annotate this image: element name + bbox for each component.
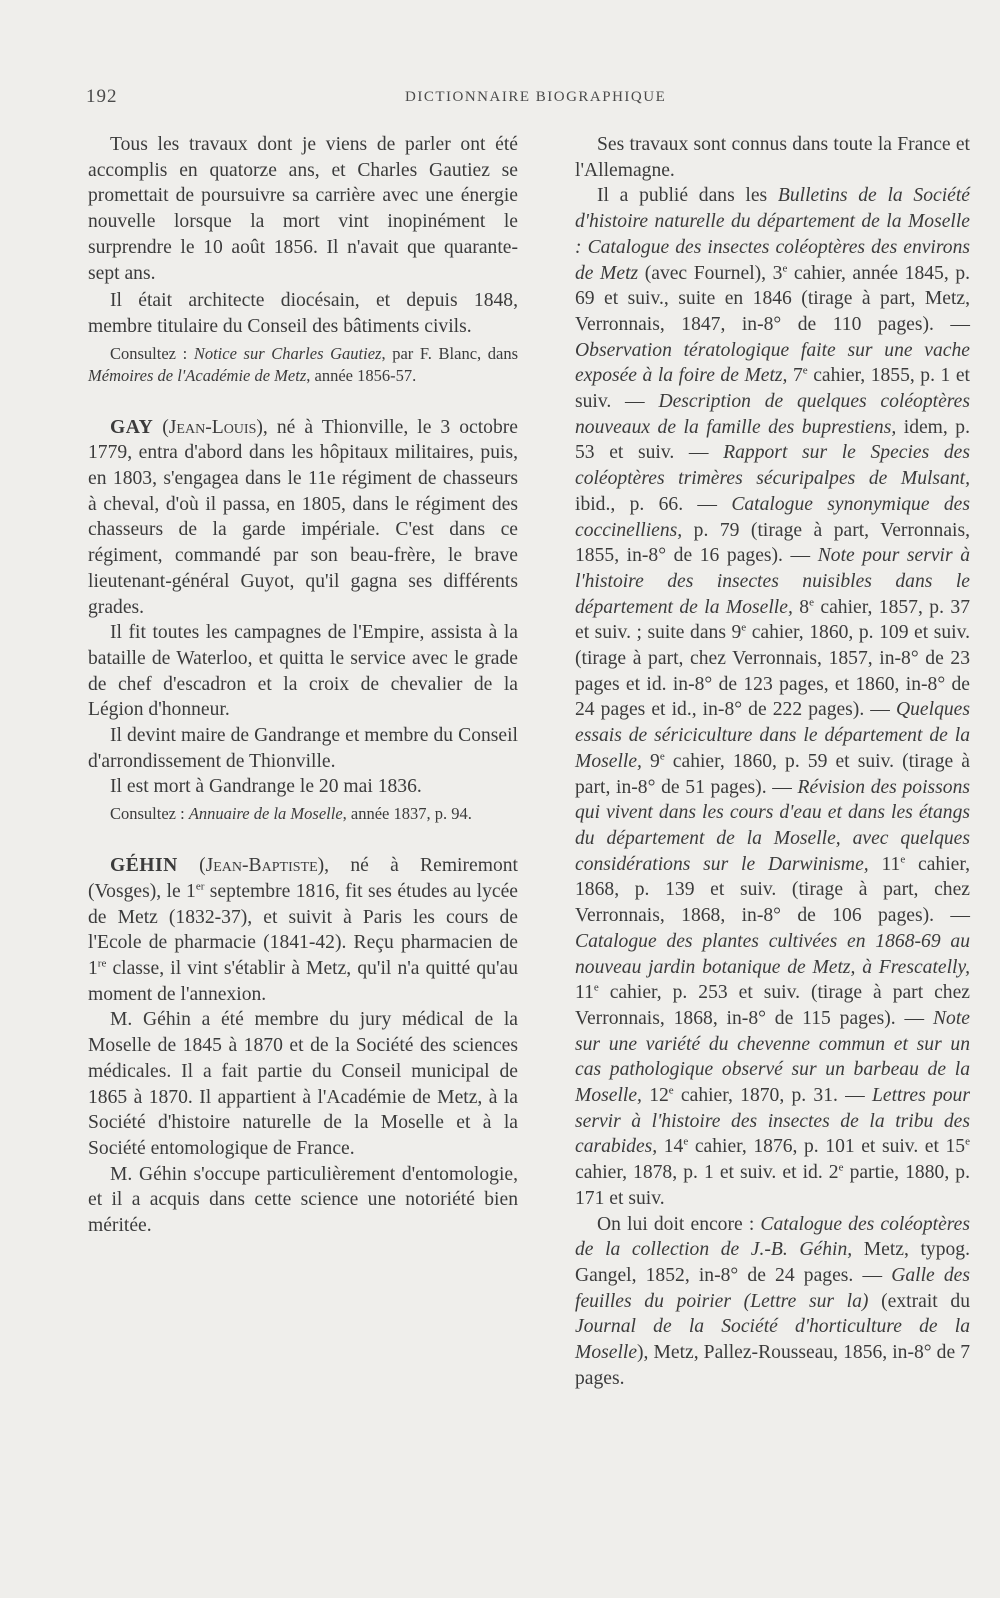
entry-text: , né à Thionville, le 3 octobre 1779, entra d'abord dans les hôpitaux militaires, puis, en 1803, s'engagea dans le 11e régiment de chasseurs à cheval, d'où il passa, en 1805, dans le régiment des chasseurs de la garde impériale. C'est dans ce régiment, commandé par son beau-frère, le brave lieutenant-général Guyot, qu'il gagna ses différents grades.	[88, 416, 518, 618]
page-number: 192	[86, 86, 118, 107]
paragraph: M. Géhin s'occupe particulièrement d'entomologie, et il a acquis dans cette science une notoriété bien méritée.	[88, 1163, 518, 1237]
paragraph: Il est mort à Gandrange le 20 mai 1836.	[110, 776, 422, 798]
paragraph: Il devint maire de Gandrange et membre du Conseil d'arrondissement de Thionville.	[88, 725, 518, 772]
citation-source: Annuaire de la Moselle	[188, 804, 343, 824]
citation-source: Mémoires de l'Académie de Metz	[88, 365, 307, 385]
citation	[88, 343, 518, 387]
headword: GÉHIN	[110, 855, 178, 877]
citation-lead: Consultez :	[110, 343, 194, 363]
page-header	[0, 86, 1000, 116]
paragraph: M. Géhin a été membre du jury médical de la Moselle de 1845 à 1870 et de la Société des sciences médicales. Il a fait partie du Conseil municipal de 1865 à 1870. Il appartient à l'Académie de Metz, à la Société d'histoire naturelle de la Moselle et à la Société entomologique de France.	[88, 1009, 518, 1159]
citation-title: Notice sur Charles Gautiez	[193, 343, 382, 363]
publications-list: Il a publié dans les Bulletins de la Société d'histoire naturelle du département de la Moselle : Catalogue des insectes coléoptères des environs de Metz (avec Fournel), 3e cahier, année 1845, p. 69 et suiv., suite en 1846 (tirage à part, Metz, Verronnais, 1847, in-8° de 110 pages). — Observation tératologique faite sur une vache exposée à la foire de Metz, 7e cahier, 1855, p. 1 et suiv. — Description de quelques coléoptères nouveaux de la famille des buprestiens, idem, p. 53 et suiv. — Rapport sur le Species des coléoptères trimères sécuripalpes de Mulsant, ibid., p. 66. — Catalogue synonymique des coccinelliens, p. 79 (tirage à part, Verronnais, 1855, in-8° de 16 pages). — Note pour servir à l'histoire des insectes nuisibles dans le département de la Moselle, 8e cahier, 1857, p. 37 et suiv. ; suite dans 9e cahier, 1860, p. 109 et suiv. (tirage à part, chez Verronnais, 1857, in-8° de 23 pages et id. in-8° de 123 pages, et 1860, in-8° de 24 pages et id., in-8° de 222 pages). — Quelques essais de sériciculture dans le département de la Moselle, 9e cahier, 1860, p. 59 et suiv. (tirage à part, in-8° de 51 pages). — Révision des poissons qui vivent dans les cours d'eau et dans les étangs du département de la Moselle, avec quelques considérations sur le Darwinisme, 11e cahier, 1868, p. 139 et suiv. (tirage à part, chez Verronnais, 1868, in-8° de 106 pages). — Catalogue des plantes cultivées en 1868-69 au nouveau jardin botanique de Metz, à Frescatelly, 11e cahier, p. 253 et suiv. (tirage à part chez Verronnais, 1868, in-8° de 115 pages). — Note sur une variété du chevenne commun et sur un cas pathologique observé sur un barbeau de la Moselle, 12e cahier, 1870, p. 31. — Lettres pour servir à l'histoire des insectes de la tribu des carabides, 14e cahier, 1876, p. 101 et suiv. et 15e cahier, 1878, p. 1 et suiv. et id. 2e partie, 1880, p. 171 et suiv.	[575, 185, 971, 1209]
entry-gay	[88, 415, 518, 621]
given-names: (Jean-Louis)	[162, 416, 263, 438]
paragraph: Tous les travaux dont je viens de parler ont été accomplis en quatorze ans, et Charles Gautiez se promettait de poursuivre sa carrière avec une énergie nouvelle lorsque la mort vint inopinément le surprendre le 10 août 1856. Il n'avait que quarante-sept ans.	[88, 134, 518, 284]
citation-text: , par F. Blanc, dans	[381, 343, 519, 363]
citation-lead: Consultez :	[110, 804, 189, 824]
paragraph: Il était architecte diocésain, et depuis 1848, membre titulaire du Conseil des bâtiments civils.	[88, 290, 518, 337]
left-column	[88, 132, 518, 1239]
paragraph: Ses travaux sont connus dans toute la France et l'Allemagne.	[575, 134, 970, 181]
headword: GAY	[110, 416, 154, 438]
right-column	[575, 132, 970, 1391]
citation	[88, 803, 518, 825]
entry-gehin	[88, 853, 518, 1007]
other-works: On lui doit encore : Catalogue des coléoptères de la collection de J.-B. Géhin, Metz, typog. Gangel, 1852, in-8° de 24 pages. — Galle des feuilles du poirier (Lettre sur la) (extrait du Journal de la Société d'horticulture de la Moselle), Metz, Pallez-Rousseau, 1856, in-8° de 7 pages.	[575, 1213, 971, 1389]
superscript: re	[97, 957, 107, 970]
paragraph: Il fit toutes les campagnes de l'Empire, assista à la bataille de Waterloo, et quitta le service avec le grade de chef d'escadron et la croix de chevalier de la Légion d'honneur.	[88, 622, 518, 721]
running-title: DICTIONNAIRE BIOGRAPHIQUE	[405, 89, 667, 105]
entry-text: classe, il vint s'établir à Metz, qu'il n'a quitté qu'au moment de l'annexion.	[88, 957, 518, 1005]
given-names: (Jean-Baptiste)	[199, 855, 325, 877]
entry-text: septembre 1816, fit ses études au lycée de Metz (1832-37), et suivit à Paris les cours de l'Ecole de pharmacie (1841-42). Reçu pharmacien de 1	[88, 880, 518, 979]
entry-text: , né à Remiremont (Vosges), le 1	[88, 855, 519, 902]
superscript: er	[195, 880, 205, 893]
citation-text: , année 1837, p. 94.	[342, 804, 472, 824]
citation-text: , année 1856-57.	[306, 365, 417, 385]
